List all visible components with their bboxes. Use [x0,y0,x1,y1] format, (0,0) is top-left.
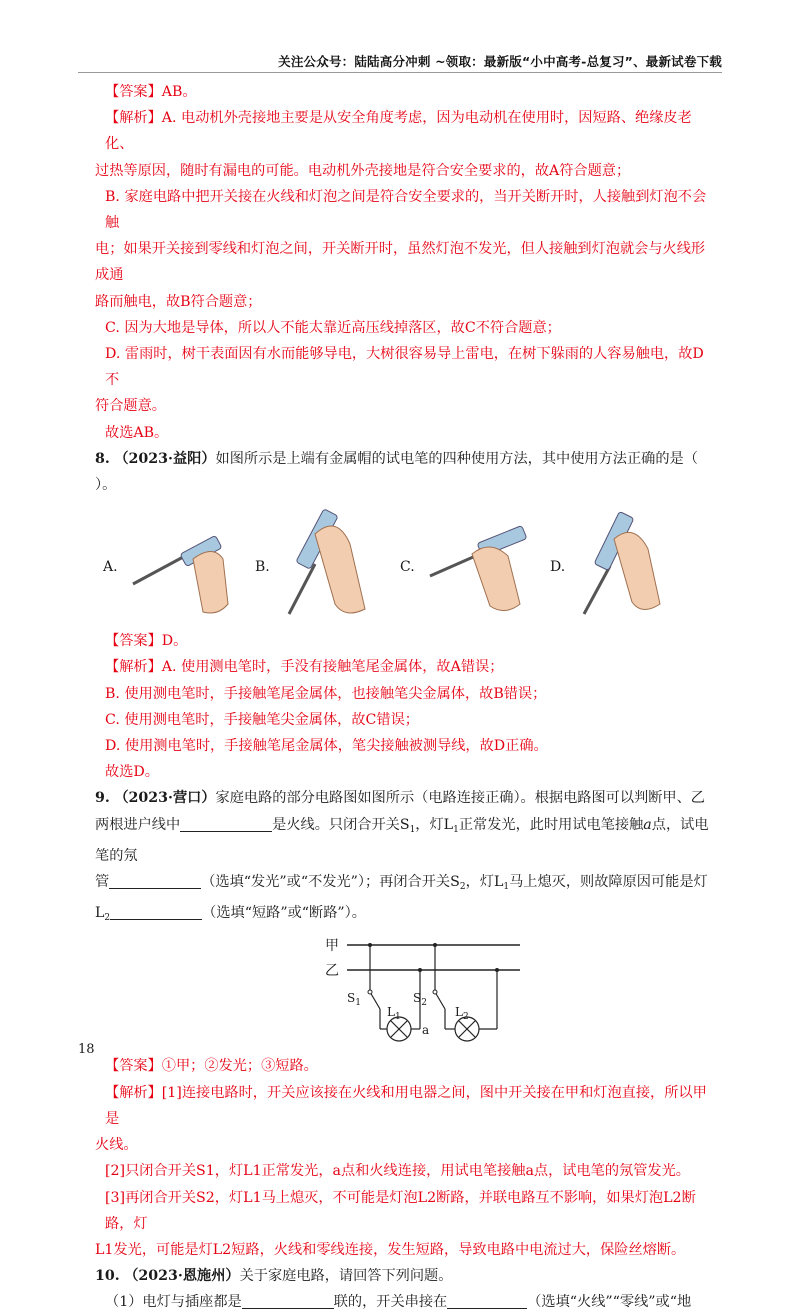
q9-stem-3c: ，灯L [465,874,504,891]
q9-stem-3 [95,869,710,900]
tester-pen-b-icon [275,504,385,624]
q10-sub1a: （1）电灯与插座都是 [105,1294,242,1311]
q8-choose: 故选D。 [105,764,159,781]
q9-sub-l1: 1 [453,824,459,835]
q9-point-a: a [643,816,652,833]
q9-stem-1 [95,785,710,811]
q9-stem-4 [95,900,710,931]
point-label-a: a [422,1023,430,1038]
lamp-label-l2: $L_2$ [455,1005,469,1023]
q8-stem-text: 如图所示是上端有金属帽的试电笔的四种使用方法，其中使用方法正确的是（ [215,450,698,467]
q9-stem-3d: 马上熄灭，则故障原因可能是灯 [509,874,708,891]
q9-sub-s1: 1 [409,824,416,835]
q7-analysis-d-2: 符合题意。 [95,398,166,415]
q8-source: （2023·益阳） [114,450,216,467]
q10-stem [95,1263,710,1289]
q9-stem-4a: L [95,905,105,922]
q8-figure-row [105,504,710,624]
q7-analysis-a-1: 【解析】A. 电动机外壳接地主要是从安全角度考虑，因为电动机在使用时，因短路、绝缘皮老化、 [105,110,692,153]
q7-analysis-b-1: B. 家庭电路中把开关接在火线和灯泡之间是符合安全要求的，当开关断开时，人接触到灯泡不会触 [105,188,707,232]
q9-stem-2a: 两根进户线中 [95,816,181,833]
q8-option-a: A. [103,559,118,576]
switch-label-s1: $S_1$ [347,991,361,1009]
q7-answer: 【答案】AB。 [105,84,197,100]
switch-label-s2: $S_2$ [413,991,427,1009]
page-number: 18 [78,1042,95,1057]
q10-stem-text: 关于家庭电路，请回答下列问题。 [239,1268,453,1285]
q8-analysis-c: C. 使用测电笔时，手接触笔尖金属体，故C错误； [105,711,419,728]
q9-stem-2b: 是火线。只闭合开关S [272,816,410,833]
q7-analysis-b-3: 路而触电，故B符合题意； [95,293,262,310]
q8-answer: 【答案】D。 [105,633,188,650]
lamp-label-l1: $L_1$ [387,1005,401,1023]
q9-stem-2d: 正常发光，此时用试电笔接触 [458,816,644,833]
q8-stem-1 [95,446,710,472]
q8-option-c: C. [400,559,415,576]
q9-stem-3a: 管 [95,874,110,891]
wire-label-jia: 甲 [325,938,339,955]
q9-analysis-2: [2]只闭合开关S1，灯L1正常发光，a点和火线连接，用试电笔接触a点，试电笔的氖管发光。 [105,1163,690,1180]
q8-analysis-a: 【解析】A. 使用测电笔时，手没有接触笔尾金属体，故A错误； [105,659,504,676]
tester-pen-d-icon [570,504,680,624]
q8-stem-2: ）。 [95,477,117,494]
q9-sub-l1b: 1 [503,882,510,893]
q10-sub1 [105,1289,710,1315]
q9-blank-1[interactable] [180,815,272,832]
q7-analysis-d-1: D. 雷雨时，树干表面因有水而能够导电，大树很容易导上雷电，在树下躲雨的人容易触电，故D不 [105,346,704,389]
q7-analysis-a-2: 过热等原因，随时有漏电的可能。电动机外壳接地是符合安全要求的，故A符合题意； [95,162,631,179]
q9-analysis-3b: L1发光，可能是灯L2短路，火线和零线连接，发生短路，导致电路中电流过大，保险丝熔断。 [95,1241,686,1258]
q8-analysis-d: D. 使用测电笔时，手接触笔尾金属体，笔尖接触被测导线，故D正确。 [105,738,548,755]
q10-blank-2[interactable] [447,1292,527,1309]
q9-answer: 【答案】①甲；②发光；③短路。 [105,1058,318,1075]
q8-num: 8. [95,450,110,467]
tester-pen-a-icon [123,504,233,624]
q9-sub-l2: 2 [104,913,111,924]
page-content [95,79,710,1316]
q8-option-d: D. [550,559,566,576]
q8-option-b: B. [255,559,270,576]
q7-analysis-c: C. 因为大地是导体，所以人不能太靠近高压线掉落区，故C不符合题意； [105,319,561,336]
q10-blank-1[interactable] [242,1292,334,1309]
wire-label-yi: 乙 [325,963,339,980]
q9-analysis-3a: [3]再闭合开关S2，灯L1马上熄灭，不可能是灯泡L2断路，并联电路互不影响，如果灯泡L2断路，灯 [105,1189,696,1232]
q9-blank-3[interactable] [110,903,202,920]
page-header: 关注公众号：陆陆高分冲刺 ~领取：最新版“小中高考-总复习”、最新试卷下载 [278,54,722,69]
q10-sub1c: （选填“火线”“零线”或“地 [527,1294,692,1311]
q10-source: （2023·恩施州） [124,1268,240,1285]
tester-pen-c-icon [420,504,540,624]
q9-stem-3b: （选填“发光”或“不发光”）；再闭合开关S [201,874,460,891]
q10-num: 10. [95,1268,120,1285]
q9-sub-s2: 2 [459,882,466,893]
q9-circuit-diagram [325,937,525,1047]
q8-analysis-b: B. 使用测电笔时，手接触笔尾金属体，也接触笔尖金属体，故B错误； [105,685,547,702]
header-rule [78,72,722,73]
q9-stem-2 [95,812,710,869]
q9-num: 9. [95,790,110,807]
q9-analysis-1b: 火线。 [95,1137,138,1154]
q10-sub1b: 联的，开关串接在 [333,1294,448,1311]
q9-analysis-1a: 【解析】[1]连接电路时，开关应该接在火线和用电器之间，图中开关接在甲和灯泡直接，所以甲是 [105,1084,707,1127]
q7-choose: 故选AB。 [105,424,169,441]
q7-analysis-b-2: 电；如果开关接到零线和灯泡之间，开关断开时，虽然灯泡不发光，但人接触到灯泡就会与火线形成通 [95,241,706,284]
q9-stem-2c: ，灯L [415,816,454,833]
q9-stem-4b: （选填“短路”或“断路”）。 [202,905,366,922]
q9-blank-2[interactable] [109,872,201,889]
q9-source: （2023·营口） [114,790,216,807]
q9-stem-text-1: 家庭电路的部分电路图如图所示（电路连接正确）。根据电路图可以判断甲、乙 [215,790,705,807]
q9-stem-2f: 点，试电笔的氖 [95,816,709,864]
